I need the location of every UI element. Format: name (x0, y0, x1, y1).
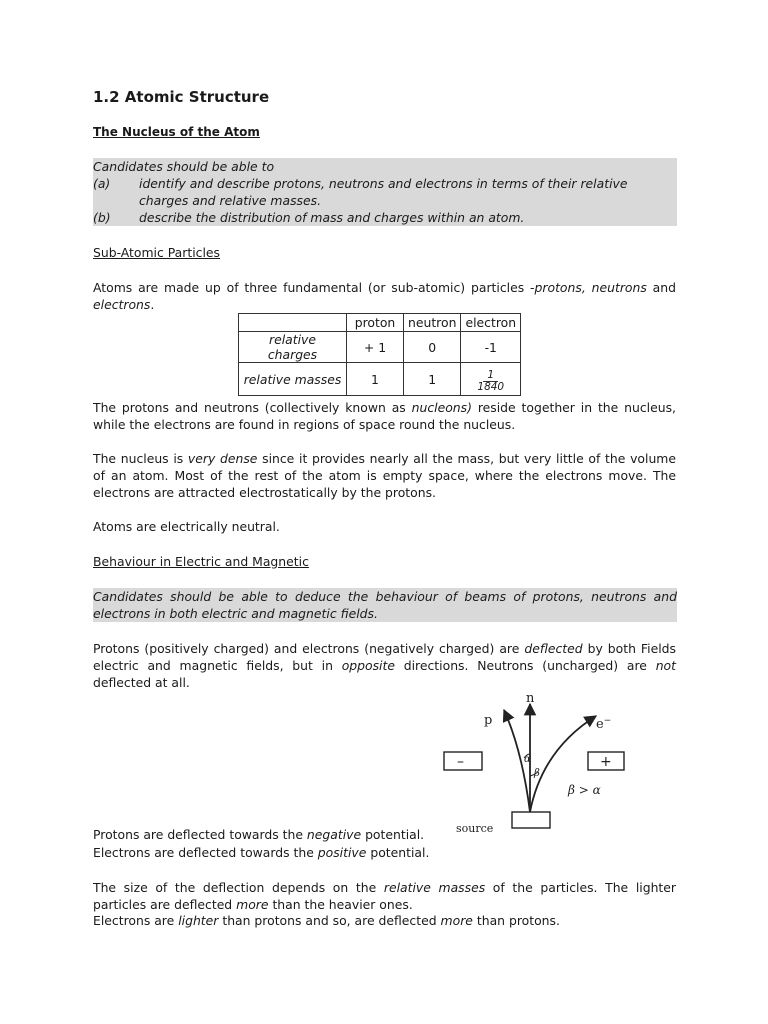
text-run: reside together in the nucleus, while the electrons are found in regions of space round the nucleus. (93, 400, 676, 432)
text-run-italic: more (236, 897, 269, 912)
text-run: Electrons are (93, 913, 179, 928)
source-label: source (456, 822, 494, 835)
text-run: potential. (361, 827, 425, 842)
text-run-italic: nucleons) (411, 400, 472, 415)
text-run-italic: not (655, 658, 676, 673)
table-cell: + 1 (347, 332, 404, 363)
text-run-italic: relative masses (383, 880, 486, 895)
objective-b (93, 209, 677, 226)
row-label: relative masses (239, 363, 347, 396)
objective-a-label: (a) (93, 176, 111, 191)
nucleons-paragraph (93, 399, 676, 433)
text-run-italic: more (440, 913, 473, 928)
minus-sign: – (457, 754, 464, 770)
fraction-numerator: 1 (483, 370, 498, 382)
section-title: 1.2 Atomic Structure (93, 88, 270, 106)
electron-deflection-line (93, 845, 429, 860)
objectives-intro: Candidates should be able to (93, 159, 275, 174)
text-run: The nucleus is (93, 451, 188, 466)
text-run: Protons are deflected towards the (93, 827, 307, 842)
text-run-italic: deflected (524, 641, 583, 656)
text-run-italic: negative (306, 827, 362, 842)
text-run: Protons (positively charged) and electrons (negatively charged) are (93, 641, 525, 656)
plus-sign: + (600, 754, 612, 770)
nucleus-objectives-box (93, 158, 677, 226)
text-run: of the particles. The lighter particles are deflected (93, 880, 676, 912)
deflection-diagram (430, 690, 630, 840)
beta-greater-alpha: β > α (568, 783, 601, 797)
table-header-cell: electron (461, 314, 521, 332)
text-run-italic: lighter (178, 913, 219, 928)
text-run-italic: opposite (341, 658, 395, 673)
lighter-paragraph (93, 913, 560, 928)
deflection-paragraph (93, 640, 676, 691)
behaviour-objective-box (93, 588, 677, 622)
text-run: directions. Neutrons (uncharged) are (394, 658, 656, 673)
behaviour-objective: Candidates should be able to deduce the behaviour of beams of protons, neutrons and electrons in both electric and magnetic fields. (93, 589, 677, 621)
text-run: by both Fields electric and magnetic fields, but in (93, 641, 676, 673)
neutral-paragraph: Atoms are electrically neutral. (93, 519, 280, 534)
text-run: Electrons are deflected towards the (93, 845, 318, 860)
subatomic-paragraph (93, 279, 676, 313)
objective-b-label: (b) (93, 210, 111, 225)
table-cell: -1 (461, 332, 521, 363)
text-run: potential. (366, 845, 430, 860)
text-run-italic: protons, neutrons (534, 280, 647, 295)
text-run: Atoms are made up of three fundamental (or sub-atomic) particles - (93, 280, 535, 295)
text-run-italic: very dense (187, 451, 258, 466)
table-header-row (239, 314, 521, 332)
text-run: since it provides nearly all the mass, but very little of the volume of an atom. Most of the rest of the atom is empty space, where the electrons move. The electrons are attracted electrostatically by the protons. (93, 451, 676, 500)
table-row (239, 332, 521, 363)
beta-symbol: β (534, 768, 540, 779)
behaviour-heading: Behaviour in Electric and Magnetic (93, 554, 309, 569)
electron-label-letter: e (596, 717, 604, 732)
row-label: relative charges (239, 332, 347, 363)
text-run: . (150, 297, 155, 312)
text-run-italic: electrons (93, 297, 151, 312)
text-run: The size of the deflection depends on the (93, 880, 384, 895)
nucleus-heading: The Nucleus of the Atom (93, 125, 260, 139)
dense-paragraph (93, 450, 676, 501)
electron-path (530, 716, 596, 812)
fraction-denominator: 1840 (477, 380, 505, 393)
table-cell: 1 (347, 363, 404, 396)
neutron-label: n (526, 691, 535, 706)
size-paragraph (93, 879, 676, 913)
text-run: than the heavier ones. (268, 897, 413, 912)
text-run-italic: positive (317, 845, 367, 860)
source-box (512, 812, 550, 828)
table-row (239, 363, 521, 396)
objective-a (93, 175, 677, 209)
table-header-cell: neutron (404, 314, 461, 332)
table-cell: 1 (404, 363, 461, 396)
alpha-symbol: α (524, 754, 531, 765)
subatomic-heading: Sub-Atomic Particles (93, 245, 220, 260)
proton-label: p (484, 713, 493, 728)
objective-b-text: describe the distribution of mass and charges within an atom. (139, 210, 525, 225)
electron-label (596, 716, 611, 732)
text-run: than protons. (472, 913, 560, 928)
proton-deflection-line (93, 827, 424, 842)
text-run: than protons and so, are deflected (218, 913, 441, 928)
particle-table (238, 313, 521, 396)
table-cell: 0 (404, 332, 461, 363)
text-run: and (646, 280, 676, 295)
objective-a-text: identify and describe protons, neutrons and electrons in terms of their relative charges and relative masses. (139, 176, 628, 208)
table-corner-cell (239, 314, 347, 332)
text-run: deflected at all. (93, 675, 190, 690)
text-run: The protons and neutrons (collectively known as (93, 400, 412, 415)
table-cell-fraction (461, 363, 521, 396)
electron-mass-fraction (477, 370, 504, 393)
electron-label-charge: − (603, 716, 612, 726)
table-header-cell: proton (347, 314, 404, 332)
